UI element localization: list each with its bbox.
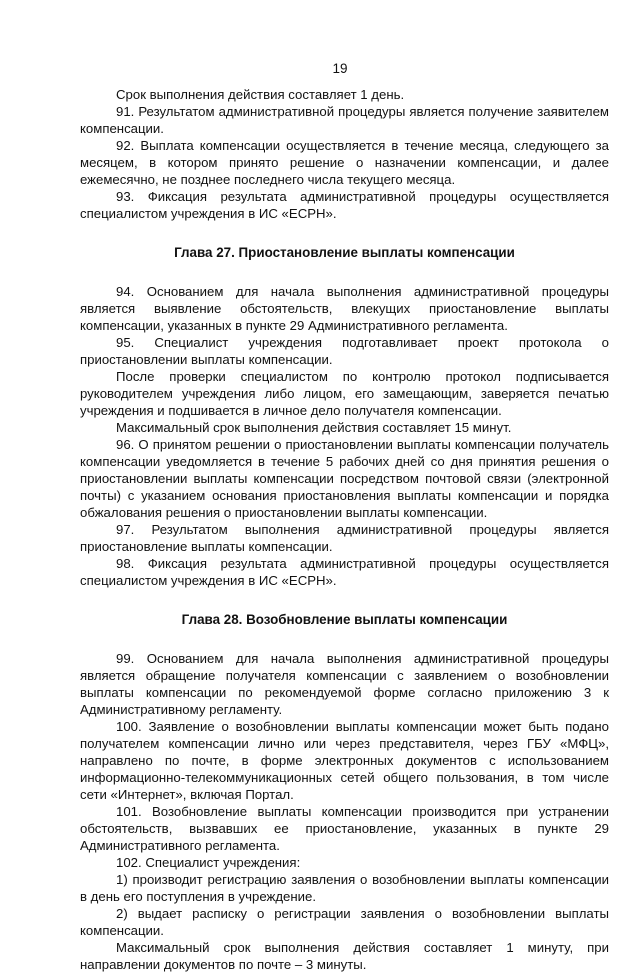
paragraph: Максимальный срок выполнения действия составляет 15 минут.: [116, 420, 512, 435]
paragraph: 99. Основанием для начала выполнения административной процедуры является обращение получателя компенсации с заявлением о возобновлении выплаты компенсации по рекомендуемой форме согласно приложению 3 к Административному регламенту.: [80, 651, 609, 717]
paragraph: 97. Результатом выполнения административной процедуры является приостановление выплаты компенсации.: [80, 522, 609, 554]
paragraph: 101. Возобновление выплаты компенсации производится при устранении обстоятельств, вызвавших ее приостановление, указанных в пункте 29 Административного регламента.: [80, 804, 609, 853]
paragraph: После проверки специалистом по контролю протокол подписывается руководителем учреждения либо лицом, его замещающим, заверяется печатью учреждения и подшивается в личное дело получателя компенсации.: [80, 369, 609, 418]
paragraph: 1) производит регистрацию заявления о возобновлении выплаты компенсации в день его поступления в учреждение.: [80, 872, 609, 904]
chapter-27-heading: Глава 27. Приостановление выплаты компенсации: [174, 245, 515, 260]
paragraph: 98. Фиксация результата административной процедуры осуществляется специалистом учреждения в ИС «ЕСРН».: [80, 556, 609, 588]
paragraph: 96. О принятом решении о приостановлении выплаты компенсации получатель компенсации уведомляется в течение 5 рабочих дней со дня принятия решения о приостановлении выплаты компенсации посредством почтовой связи (электронной почты) с указанием основания приостановления выплаты компенсации и порядка обжалования решения о приостановлении выплаты компенсации.: [80, 437, 609, 520]
paragraph: 91. Результатом административной процедуры является получение заявителем компенсации.: [80, 104, 609, 136]
paragraph: 102. Специалист учреждения:: [116, 855, 301, 870]
chapter-28-heading: Глава 28. Возобновление выплаты компенсации: [181, 612, 508, 627]
paragraph: 95. Специалист учреждения подготавливает проект протокола о приостановлении выплаты компенсации.: [80, 335, 609, 367]
paragraph: Срок выполнения действия составляет 1 день.: [116, 87, 405, 102]
paragraph: 100. Заявление о возобновлении выплаты компенсации может быть подано получателем компенсации лично или через представителя, через ГБУ «МФЦ», направлено по почте, в форме электронных документов с использованием информационно-телекоммуникационных сетей общего пользования, в том числе сети «Интернет», включая Портал.: [80, 719, 609, 802]
paragraph: 93. Фиксация результата административной процедуры осуществляется специалистом учреждения в ИС «ЕСРН».: [80, 189, 609, 221]
paragraph: 2) выдает расписку о регистрации заявления о возобновлении выплаты компенсации.: [80, 906, 609, 938]
paragraph: 94. Основанием для начала выполнения административной процедуры является выявление обстоятельств, влекущих приостановление выплаты компенсации, указанных в пункте 29 Административного регламента.: [80, 284, 609, 333]
document-body: [80, 86, 609, 973]
paragraph: Максимальный срок выполнения действия составляет 1 минуту, при направлении документов по почте – 3 минуты.: [80, 940, 609, 972]
paragraph: 92. Выплата компенсации осуществляется в течение месяца, следующего за месяцем, в котором принято решение о назначении компенсации, и далее ежемесячно, не позднее последнего числа текущего месяца.: [80, 138, 609, 187]
page-number: 19: [332, 61, 348, 76]
